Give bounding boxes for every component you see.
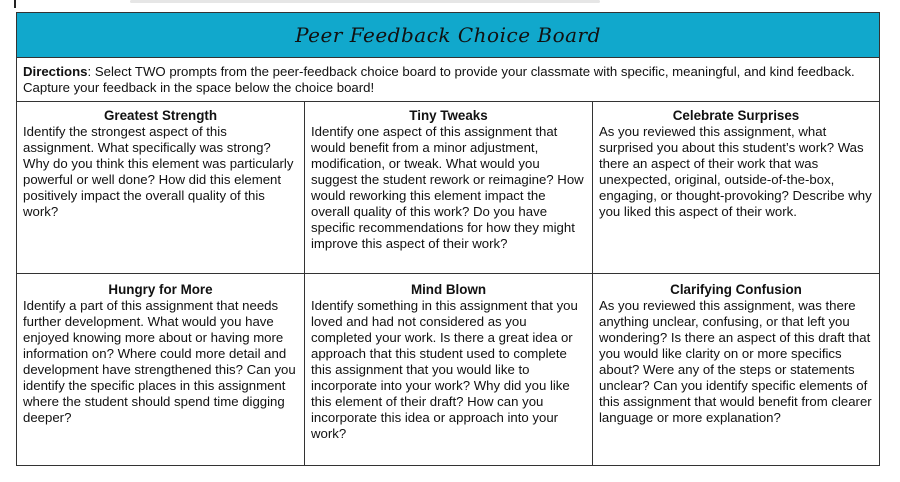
cell-title: Celebrate Surprises bbox=[672, 108, 800, 123]
top-scroll-strip bbox=[130, 0, 600, 3]
title-band bbox=[17, 13, 879, 58]
cell-title: Clarifying Confusion bbox=[670, 282, 802, 297]
cell-body: Identify the strongest aspect of this assignment. What specifically was strong? Why do you think this element was particularly powerful or well done? How did this element positively impact the overall quality of this work? bbox=[23, 124, 294, 219]
choice-board bbox=[16, 12, 880, 466]
cell-body: Identify one aspect of this assignment that would benefit from a minor adjustment, modification, or tweak. What would you suggest the student rework or reimagine? How would reworking this element impact the overall quality of this work? Do you have specific recommendations for how they might improve this aspect of their work? bbox=[311, 124, 584, 251]
cell-body: Identify something in this assignment that you loved and had not considered as you completed your work. Is there a great idea or approach that this student used to complete this assignment that you would like to incorporate into your work? Why did you like this element of their draft? How can you incorporate this idea or approach into your work? bbox=[311, 298, 578, 441]
directions-row bbox=[17, 57, 879, 102]
cell-title: Greatest Strength bbox=[103, 108, 218, 123]
cell-body: As you reviewed this assignment, what surprised you about this student’s work? Was there an aspect of their work that was unexpected, original, outside-of-the-box, engaging, or thought-provoking? Describe why you liked this aspect of their work. bbox=[599, 124, 872, 219]
cell-body: Identify a part of this assignment that needs further development. What would you have enjoyed knowing more about or having more information on? Where could more detail and development have strengthened this? Can you identify the specific places in this assignment where the student should spend time digging deeper? bbox=[23, 298, 296, 425]
cell-title: Tiny Tweaks bbox=[409, 108, 488, 123]
cell-title: Hungry for More bbox=[108, 282, 213, 297]
cell-mind-blown bbox=[305, 274, 593, 465]
cell-hungry-for-more bbox=[17, 274, 305, 465]
cell-body: As you reviewed this assignment, was there anything unclear, confusing, or that left you wondering? Is there an aspect of this draft that you would like clarity on or more specifics about? Were any of the steps or statements unclear? Can you identify specific elements of this assignment that would benefit from clearer language or more explanation? bbox=[599, 298, 872, 425]
cell-title: Mind Blown bbox=[410, 282, 487, 297]
cell-clarifying-confusion bbox=[593, 274, 879, 465]
board-title: Peer Feedback Choice Board bbox=[295, 23, 601, 47]
cell-greatest-strength bbox=[17, 102, 305, 274]
prompt-grid bbox=[17, 102, 879, 465]
cell-tiny-tweaks bbox=[305, 102, 593, 274]
cell-celebrate-surprises bbox=[593, 102, 879, 274]
directions-label: Directions bbox=[23, 64, 88, 79]
directions-text: : Select TWO prompts from the peer-feedback choice board to provide your classmate with specific, meaningful, and kind feedback. Capture your feedback in the space below the choice board! bbox=[23, 64, 855, 95]
top-edge-mark bbox=[14, 0, 16, 8]
